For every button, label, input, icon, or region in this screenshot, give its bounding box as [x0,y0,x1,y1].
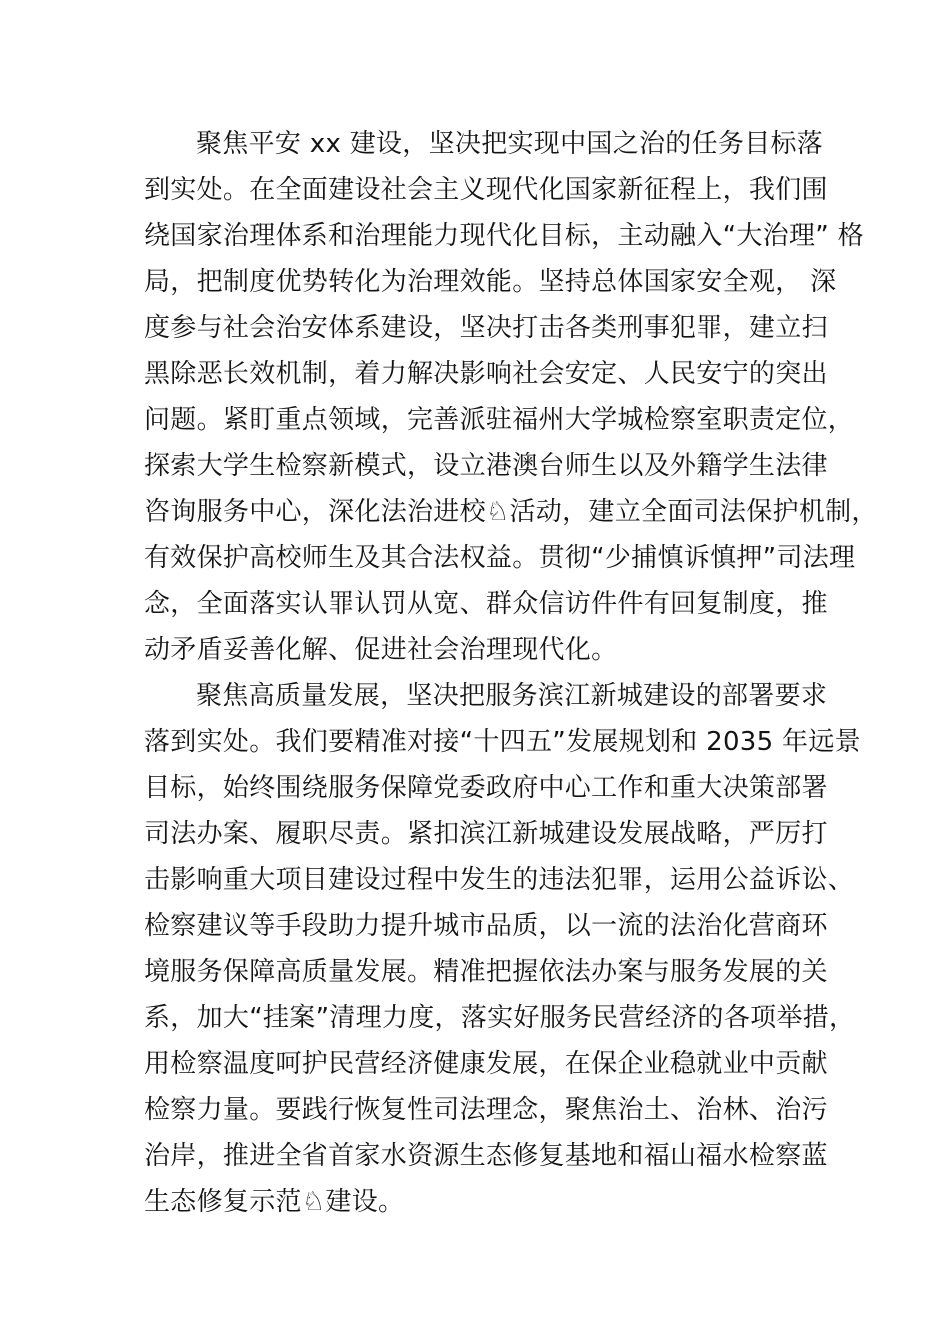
text-line: 有效保护高校师生及其合法权益。贯彻“少捕慎诉慎押”司法理 [144,543,856,573]
text-line: 检察力量。要践行恢复性司法理念，聚焦治土、治林、治污 [144,1095,828,1125]
text-line: 问题。紧盯重点领域，完善派驻福州大学城检察室职责定位， [144,405,855,435]
text-line: 治岸，推进全省首家水资源生态修复基地和福山福水检察蓝 [144,1141,828,1171]
text-line: 目标，始终围绕服务保障党委政府中心工作和重大决策部署 [144,773,828,803]
text-line: 动矛盾妥善化解、促进社会治理现代化。 [144,635,618,665]
text-line: 到实处。在全面建设社会主义现代化国家新征程上，我们围 [144,175,828,205]
text-line: 咨询服务中心，深化法治进校♘活动，建立全面司法保护机制， [144,497,878,527]
text-line: 落到实处。我们要精准对接“十四五”发展规划和 2035 年远景 [144,727,861,757]
text-line: 探索大学生检察新模式，设立港澳台师生以及外籍学生法律 [144,451,828,481]
text-line: 念，全面落实认罪认罚从宽、群众信访件件有回复制度，推 [144,589,828,619]
text-line: 生态修复示范♘建设。 [144,1187,405,1217]
text-line: 聚焦平安 xx 建设，坚决把实现中国之治的任务目标落 [196,129,824,159]
text-line: 检察建议等手段助力提升城市品质，以一流的法治化营商环 [144,911,828,941]
text-line: 绕国家治理体系和治理能力现代化目标，主动融入“大治理” 格 [144,221,864,251]
text-line: 聚焦高质量发展，坚决把服务滨江新城建设的部署要求 [196,681,828,711]
text-line: 司法办案、履职尽责。紧扣滨江新城建设发展战略，严厉打 [144,819,828,849]
text-line: 境服务保障高质量发展。精准把握依法办案与服务发展的关 [144,957,828,987]
text-line: 系，加大“挂案”清理力度，落实好服务民营经济的各项举措， [144,1003,856,1033]
text-line: 度参与社会治安体系建设，坚决打击各类刑事犯罪，建立扫 [144,313,828,343]
text-line: 黑除恶长效机制，着力解决影响社会安定、人民安宁的突出 [144,359,828,389]
text-line: 击影响重大项目建设过程中发生的违法犯罪，运用公益诉讼、 [144,865,855,895]
text-line: 局，把制度优势转化为治理效能。坚持总体国家安全观， 深 [144,267,837,297]
text-line: 用检察温度呵护民营经济健康发展，在保企业稳就业中贡献 [144,1049,828,1079]
